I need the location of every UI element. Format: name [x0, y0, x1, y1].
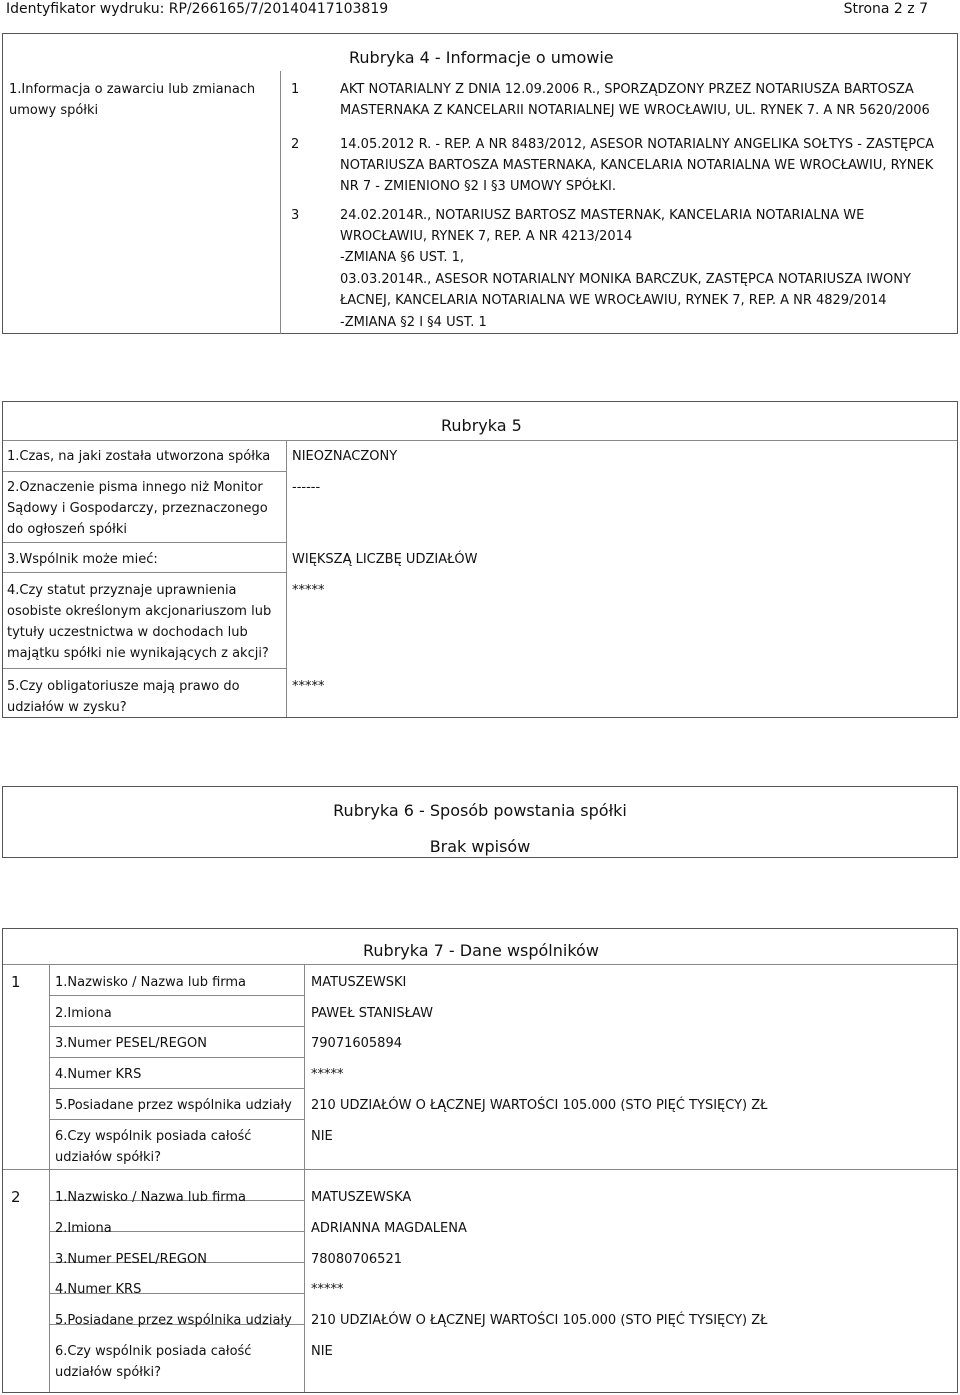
page-number: Strona 2 z 7: [843, 1, 928, 17]
section-rubryka-7: [2, 928, 958, 1393]
field-label: 1.Informacja o zawarciu lub zmianach umowy spółki: [9, 82, 256, 118]
section-title: Rubryka 7 - Dane wspólników: [363, 941, 599, 960]
field-label: 6.Czy wspólnik posiada całość udziałów spółki?: [55, 1129, 252, 1165]
entry-line: -ZMIANA §6 UST. 1,: [340, 250, 465, 265]
print-id: Identyfikator wydruku: RP/266165/7/20140417103819: [6, 1, 389, 17]
entry-line: -ZMIANA §2 I §4 UST. 1: [340, 315, 487, 330]
section-rubryka-4: [2, 33, 958, 334]
entry-line: MASTERNAKA Z KANCELARII NOTARIALNEJ WE WROCŁAWIU, UL. RYNEK 7. A NR 5620/2006: [340, 103, 930, 118]
field-label: 2.Imiona: [55, 1221, 112, 1236]
field-value: MATUSZEWSKA: [311, 1190, 412, 1205]
entry-line: ŁACNEJ, KANCELARIA NOTARIALNA WE WROCŁAWIU, RYNEK 7, REP. A NR 4829/2014: [340, 293, 887, 308]
field-label: 4.Numer KRS: [55, 1067, 142, 1082]
field-value: NIEOZNACZONY: [292, 449, 398, 464]
field-label: 2.Imiona: [55, 1006, 112, 1021]
field-value: NIE: [311, 1129, 333, 1144]
field-label: 1.Nazwisko / Nazwa lub firma: [55, 975, 247, 990]
section-rubryka-6: [2, 786, 958, 858]
field-label: 5.Posiadane przez wspólnika udziały: [55, 1313, 292, 1328]
section-title: Rubryka 4 - Informacje o umowie: [349, 48, 614, 67]
entry-number: 3: [291, 208, 300, 223]
field-label: 3.Numer PESEL/REGON: [55, 1252, 207, 1267]
entry-line: 24.02.2014R., NOTARIUSZ BARTOSZ MASTERNAK, KANCELARIA NOTARIALNA WE: [340, 208, 865, 223]
field-value: *****: [311, 1282, 344, 1297]
field-label: 2.Oznaczenie pisma innego niż Monitor Sądowy i Gospodarczy, przeznaczonego do ogłoszeń spółki: [7, 480, 268, 537]
entry-line: NOTARIUSZA BARTOSZA MASTERNAKA, KANCELARIA NOTARIALNA WE WROCŁAWIU, RYNEK: [340, 158, 934, 173]
field-label: 6.Czy wspólnik posiada całość udziałów spółki?: [55, 1344, 252, 1380]
entry-number: 2: [291, 137, 300, 152]
entry-number: 1: [291, 82, 300, 97]
field-label: 3.Wspólnik może mieć:: [7, 552, 158, 567]
field-value: *****: [292, 583, 325, 598]
field-value: *****: [292, 679, 325, 694]
partner-number: 1: [11, 973, 21, 991]
field-value: WIĘKSZĄ LICZBĘ UDZIAŁÓW: [292, 552, 478, 567]
entry-line: WROCŁAWIU, RYNEK 7, REP. A NR 4213/2014: [340, 229, 633, 244]
entry-line: AKT NOTARIALNY Z DNIA 12.09.2006 R., SPORZĄDZONY PRZEZ NOTARIUSZA BARTOSZA: [340, 82, 914, 97]
field-value: ADRIANNA MAGDALENA: [311, 1221, 467, 1236]
field-value: NIE: [311, 1344, 333, 1359]
section-title: Rubryka 5: [441, 416, 522, 435]
field-value: 210 UDZIAŁÓW O ŁĄCZNEJ WARTOŚCI 105.000 (STO PIĘĆ TYSIĘCY) ZŁ: [311, 1098, 768, 1113]
field-value: PAWEŁ STANISŁAW: [311, 1006, 433, 1021]
entry-line: 14.05.2012 R. - REP. A NR 8483/2012, ASESOR NOTARIALNY ANGELIKA SOŁTYS - ZASTĘPCA: [340, 137, 935, 152]
partner-number: 2: [11, 1188, 21, 1206]
empty-state: Brak wpisów: [429, 837, 531, 856]
field-label: 3.Numer PESEL/REGON: [55, 1036, 207, 1051]
field-label: 4.Numer KRS: [55, 1282, 142, 1297]
field-label: 4.Czy statut przyznaje uprawnienia osobiste określonym akcjonariuszom lub tytuły uczestnictwa w dochodach lub majątku spółki nie wynikających z akcji?: [7, 583, 272, 661]
field-label: 5.Posiadane przez wspólnika udziały: [55, 1098, 292, 1113]
section-rubryka-5: [2, 401, 958, 718]
field-value: 79071605894: [311, 1036, 402, 1051]
field-value: ------: [292, 480, 321, 495]
field-label: 1.Czas, na jaki została utworzona spółka: [7, 449, 271, 464]
field-label: 1.Nazwisko / Nazwa lub firma: [55, 1190, 247, 1205]
field-label: 5.Czy obligatoriusze mają prawo do udziałów w zysku?: [7, 679, 240, 715]
field-value: *****: [311, 1067, 344, 1082]
field-value: MATUSZEWSKI: [311, 975, 407, 990]
section-title: Rubryka 6 - Sposób powstania spółki: [333, 801, 627, 820]
field-value: 78080706521: [311, 1252, 402, 1267]
field-value: 210 UDZIAŁÓW O ŁĄCZNEJ WARTOŚCI 105.000 (STO PIĘĆ TYSIĘCY) ZŁ: [311, 1313, 768, 1328]
entry-line: NR 7 - ZMIENIONO §2 I §3 UMOWY SPÓŁKI.: [340, 179, 616, 194]
entry-line: 03.03.2014R., ASESOR NOTARIALNY MONIKA BARCZUK, ZASTĘPCA NOTARIUSZA IWONY: [340, 272, 911, 287]
